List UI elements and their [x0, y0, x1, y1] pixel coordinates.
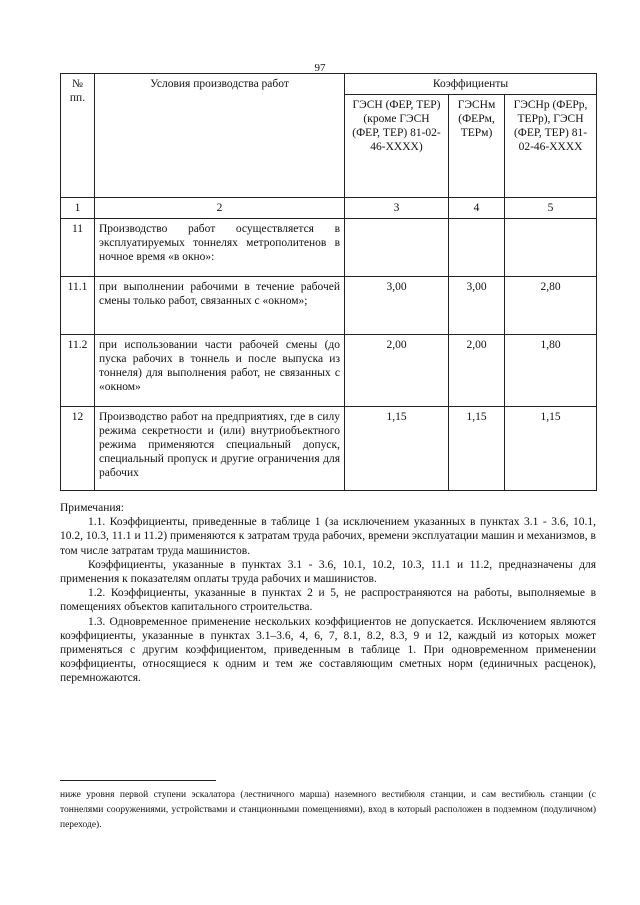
row-coef-gesnr: 2,80: [505, 277, 597, 335]
row-text: при выполнении рабочими в течение рабочей смены только работ, связанных с «окном»;: [95, 277, 345, 335]
row-coef-gesnm: 1,15: [449, 407, 505, 491]
column-number: 4: [449, 198, 505, 219]
row-coef-gesn: 2,00: [345, 335, 449, 407]
notes-title: Примечания:: [60, 502, 124, 514]
coefficients-table: [60, 73, 597, 491]
note-paragraph: 1.2. Коэффициенты, указанные в пунктах 2 и 5, не распространяются на работы, выполняемые в помещениях объектов капитального строительства.: [60, 587, 596, 614]
table-row: [61, 407, 597, 491]
row-num: 11.2: [61, 335, 95, 407]
footnote-text: ниже уровня первой ступени эскалатора (лестничного марша) наземного вестибюля станции, и сам вестибюль станции (с тоннелями сооружениями, устройствами и станционными помещениями), вход в который расположен в подземном (подуличном) переходе).: [60, 790, 596, 830]
header-num: № пп.: [61, 74, 95, 198]
table-row: [61, 277, 597, 335]
row-coef-gesnr: 1,15: [505, 407, 597, 491]
note-paragraph: 1.1. Коэффициенты, приведенные в таблице 1 (за исключением указанных в пунктах 3.1 - 3.6, 10.1, 10.2, 10.3, 11.1 и 11.2) применяются к затратам труда рабочих, времени эксплуатации машин и механизмов, в том числе затратам труда машинистов.: [60, 516, 596, 557]
footnote-divider: [60, 780, 216, 781]
row-coef-gesnm: [449, 219, 505, 277]
row-coef-gesnm: 2,00: [449, 335, 505, 407]
header-col-gesnr: ГЭСНр (ФЕРр, ТЕРр), ГЭСН (ФЕР, ТЕР) 81-02-46-XXXX: [505, 95, 597, 198]
row-num: 12: [61, 407, 95, 491]
row-coef-gesn: 1,15: [345, 407, 449, 491]
note-paragraph: 1.3. Одновременное применение нескольких коэффициентов не допускается. Исключением являются коэффициенты, указанные в пунктах 3.1–3.6, 4, 6, 7, 8.1, 8.2, 8.3, 9 и 12, каждый из которых может применяться с другим коэффициентом, приведенным в таблице 1. При одновременном применении коэффициенты, относящиеся к одним и тем же составляющим сметных норм (единичных расценок), перемножаются.: [60, 615, 596, 685]
column-number: 5: [505, 198, 597, 219]
header-col-gesn: ГЭСН (ФЕР, ТЕР) (кроме ГЭСН (ФЕР, ТЕР) 81-02-46-XXXX): [345, 95, 449, 198]
row-num: 11: [61, 219, 95, 277]
header-conditions: Условия производства работ: [95, 74, 345, 198]
row-coef-gesn: [345, 219, 449, 277]
header-coefficients: Коэффициенты: [345, 74, 597, 95]
column-number: 1: [61, 198, 95, 219]
row-coef-gesnr: 1,80: [505, 335, 597, 407]
row-text: при использовании части рабочей смены (до пуска рабочих в тоннель и после выпуска из тоннеля) для выполнения работ, не связанных с «окном»: [95, 335, 345, 407]
notes-section: [60, 501, 596, 686]
table-row: [61, 219, 597, 277]
row-text: Производство работ осуществляется в эксплуатируемых тоннелях метрополитенов в ночное время «в окно»:: [95, 219, 345, 277]
page-number: 97: [314, 62, 326, 74]
header-col-gesnm: ГЭСНм (ФЕРм, ТЕРм): [449, 95, 505, 198]
row-coef-gesnm: 3,00: [449, 277, 505, 335]
column-number-row: [61, 198, 597, 219]
column-number: 2: [95, 198, 345, 219]
row-coef-gesnr: [505, 219, 597, 277]
row-text: Производство работ на предприятиях, где в силу режима секретности и (или) внутриобъектного режима применяются специальный допуск, специальный пропуск и другие ограничения для рабочих: [95, 407, 345, 491]
row-num: 11.1: [61, 277, 95, 335]
note-paragraph: Коэффициенты, указанные в пунктах 3.1 - 3.6, 10.1, 10.2, 10.3, 11.1 и 11.2, предназначены для применения к показателям оплаты труда рабочих и машинистов.: [60, 558, 596, 586]
column-number: 3: [345, 198, 449, 219]
row-coef-gesn: 3,00: [345, 277, 449, 335]
table-row: [61, 335, 597, 407]
